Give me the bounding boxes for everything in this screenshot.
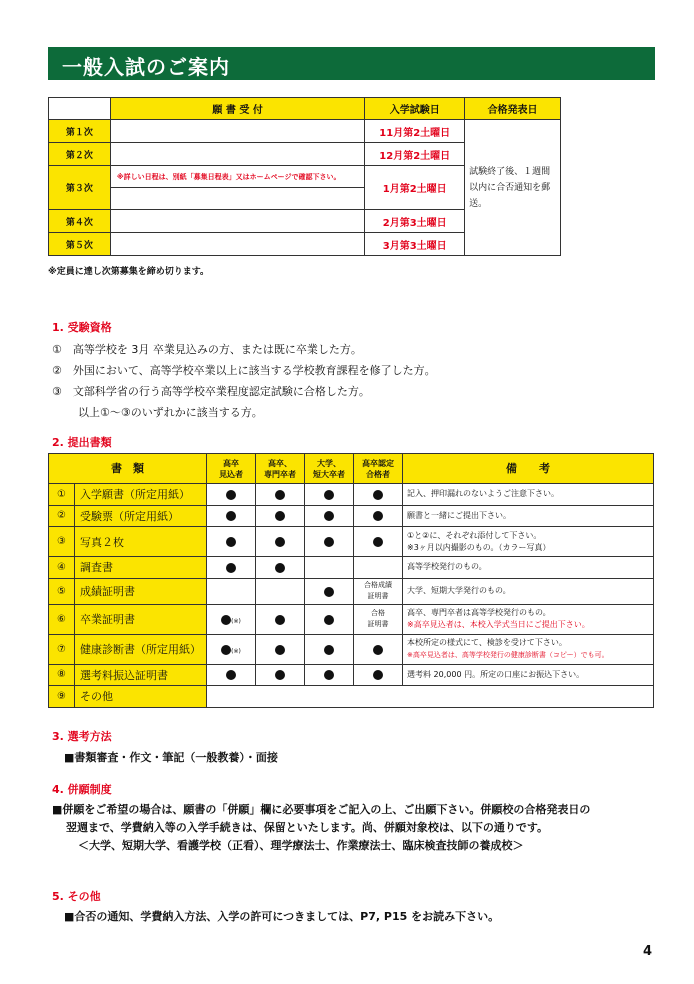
table-row: ① 入学願書（所定用紙） 記入、押印漏れのないようご注意下さい。 (49, 484, 654, 506)
section-heading: 3. 選考方法 (52, 730, 112, 743)
section-heading: 2. 提出書類 (52, 436, 112, 449)
dot-icon (226, 537, 236, 547)
dot-icon (275, 645, 285, 655)
dot-icon (373, 490, 383, 500)
table-row: 第３次 ※詳しい日程は、別紙「募集日程表」又はホームページで確認下さい。 1月第2土曜日 (49, 166, 561, 188)
dot-icon (373, 670, 383, 680)
table-row: ② 受験票（所定用紙） 願書と一緒にご提出下さい。 (49, 505, 654, 527)
schedule-note: ※詳しい日程は、別紙「募集日程表」又はホームページで確認下さい。 (110, 166, 364, 188)
result-text: 試験終了後、１週間以内に合否通知を郵送。 (465, 120, 561, 256)
table-row: ⑥ 卒業証明書 (※) 合格 証明書 高卒、専門卒者は高等学校発行のもの。 ※高卒見込者は、本校入学式当日にご提出下さい。 (49, 604, 654, 634)
documents-table: 書 類 高卒 見込者 高卒、 専門卒者 大学、 短大卒者 高卒認定 合格者 備 考 ① 入学願書（所定用紙） 記入、押印漏れのないようご注意下さい。 ② 受験票（所定用紙） 願書と一緒にご提出下さい。 ③ 写真２枚 ①と②に、それぞれ添付して下さい。 ※3ヶ月以内撮影のもの。（カラー写真） ④ 調査書 高等学校発行のもの。 ⑤ 成績証明書 合格成績 証明書 大学、短期大学発行のもの。 ⑥ 卒業証明書 (※) 合格 証明書 高卒、専門卒者は高等学校発行のもの。 ※高卒見込者は、本校入学式当日にご提出下さい。 ⑦ 健康診断書（所定用紙） (※) 本校所定の様式にて、検診を受けて下さい。 ※高卒見込者は、高等学校発行の健康診断書（コピー）でも可。 ⑧ 選考料振込証明書 選考料 20,000 円。所定の口座にお振込下さい。 ⑨ その他 (48, 453, 654, 708)
dot-icon (324, 670, 334, 680)
dot-icon (226, 670, 236, 680)
dot-icon (324, 645, 334, 655)
schedule-table (48, 97, 561, 256)
dot-icon (373, 537, 383, 547)
col-application: 願 書 受 付 (110, 98, 364, 120)
dot-icon (373, 645, 383, 655)
page-title: 一般入試のご案内 (62, 55, 230, 79)
dot-icon (324, 511, 334, 521)
col-result-date: 合格発表日 (465, 98, 561, 120)
dot-icon (221, 615, 231, 625)
dot-icon (324, 615, 334, 625)
dot-icon (275, 511, 285, 521)
table-row: 第１次 11月第2土曜日 試験終了後、１週間以内に合否通知を郵送。 (49, 120, 561, 143)
dot-icon (324, 587, 334, 597)
table-row: ⑦ 健康診断書（所定用紙） (※) 本校所定の様式にて、検診を受けて下さい。 ※高卒見込者は、高等学校発行の健康診断書（コピー）でも可。 (49, 634, 654, 664)
dot-icon (324, 490, 334, 500)
schedule-footnote: ※定員に達し次第募集を締め切ります。 (48, 267, 210, 277)
table-row: 第２次 12月第2土曜日 (49, 143, 561, 166)
section-heading: 1. 受験資格 (52, 321, 112, 334)
table-row: ⑤ 成績証明書 合格成績 証明書 大学、短期大学発行のもの。 (49, 578, 654, 604)
table-row: ⑨ その他 (49, 686, 654, 708)
dot-icon (226, 563, 236, 573)
table-row: 第５次 3月第3土曜日 (49, 233, 561, 256)
dot-icon (226, 511, 236, 521)
table-row: 第４次 2月第3土曜日 (49, 210, 561, 233)
table-row: ④ 調査書 高等学校発行のもの。 (49, 557, 654, 579)
section-heading: 4. 併願制度 (52, 783, 112, 796)
page-number: 4 (642, 944, 652, 959)
title-banner (48, 47, 655, 80)
table-row: ③ 写真２枚 ①と②に、それぞれ添付して下さい。 ※3ヶ月以内撮影のもの。（カラー写真） (49, 527, 654, 557)
col-exam-date: 入学試験日 (365, 98, 465, 120)
dot-icon (275, 563, 285, 573)
dot-icon (275, 615, 285, 625)
table-row: ⑧ 選考料振込証明書 選考料 20,000 円。所定の口座にお振込下さい。 (49, 664, 654, 686)
dot-icon (324, 537, 334, 547)
dot-icon (226, 490, 236, 500)
dot-icon (275, 490, 285, 500)
dot-icon (373, 511, 383, 521)
dot-icon (221, 645, 231, 655)
section-heading: 5. その他 (52, 890, 101, 903)
dot-icon (275, 537, 285, 547)
dot-icon (275, 670, 285, 680)
